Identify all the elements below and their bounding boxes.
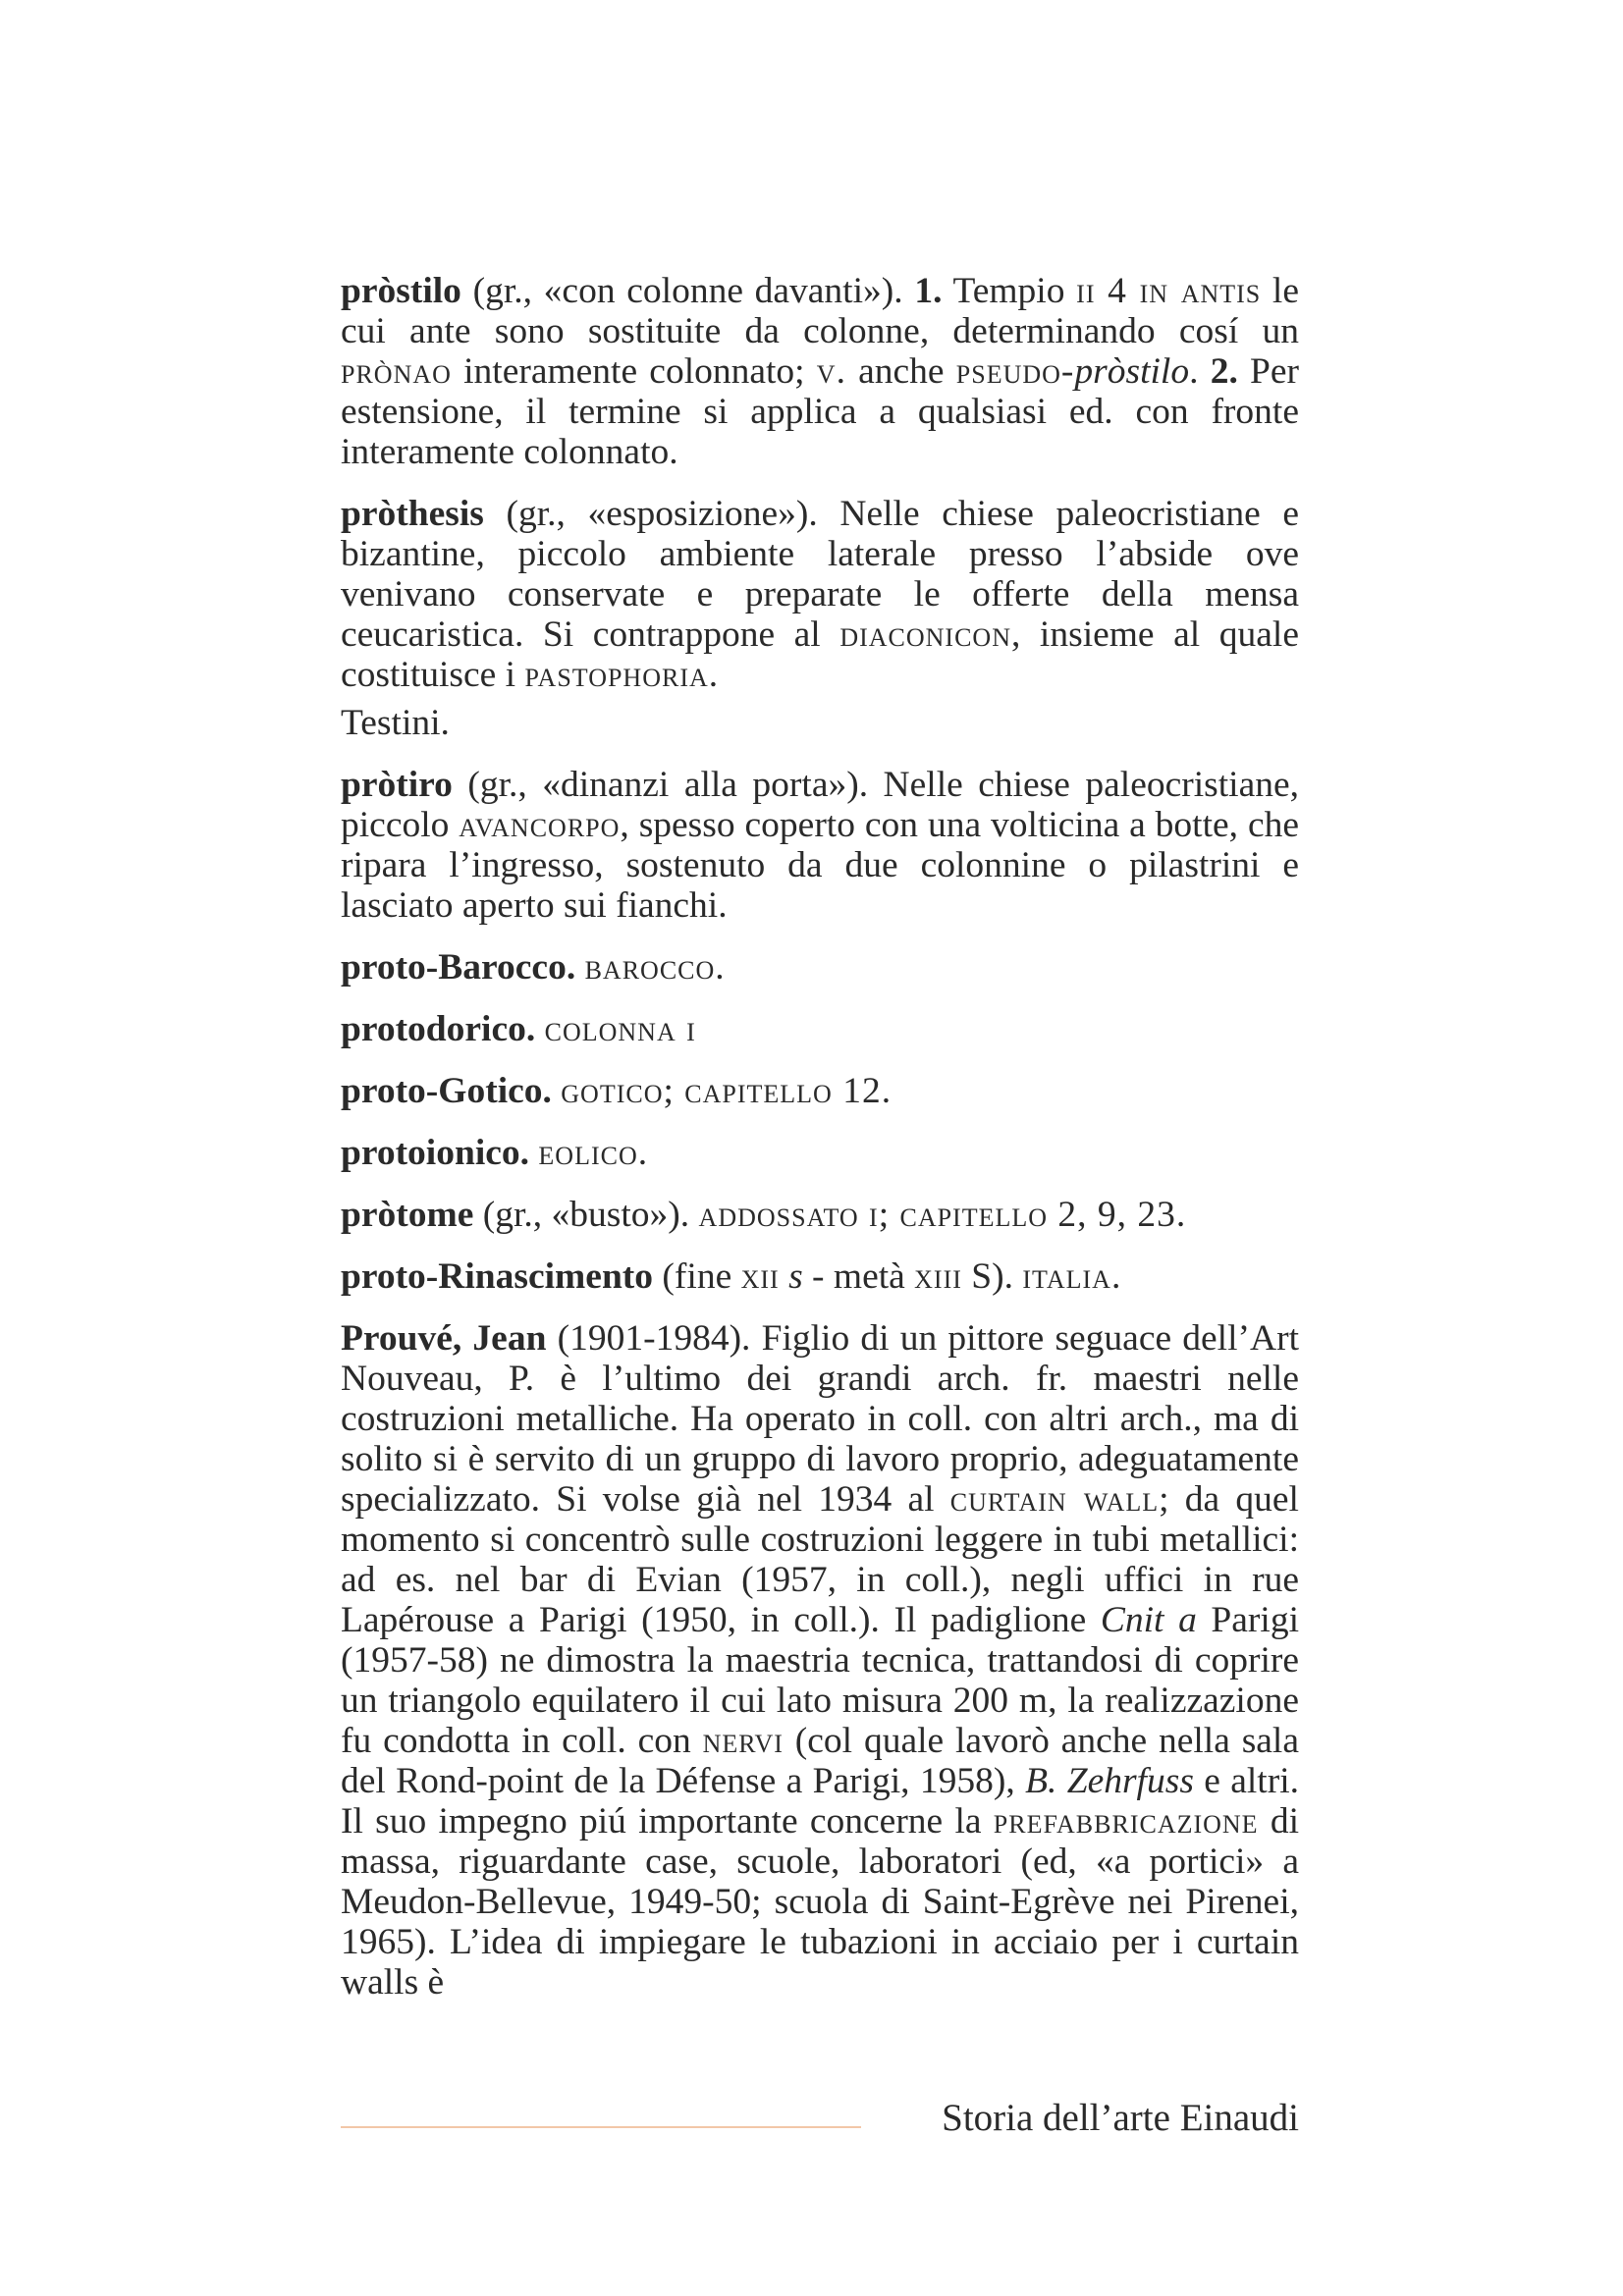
entry-protiro [341,765,1299,926]
entry-text: di massa, riguardante case, scuole, laboratori (ed, «a portici» a Meudon-Bellevue, 1949-50; scuola di Saint-Egrève nei Pirenei, 1965). L’idea di impiegare le tubazioni in acciaio per i curtain walls è [341,1801,1300,2002]
entry-text: Per estensione, il termine si applica a qualsiasi ed. con fronte interamente colonnato. [341,351,1299,472]
entry-text [529,1133,538,1173]
entry-text: interamente colonnato; [451,351,817,392]
entry-prostilo [341,271,1299,472]
italic-term: Cnit a [1100,1600,1197,1640]
entry-text: (1901-1984). Figlio di un pittore seguace dell’Art Nouveau, P. è l’ultimo dei grandi arch. fr. maestri nelle costruzioni metalliche. Ha operato in coll. con altri arch., ma di solito si è servito di un gruppo di lavoro proprio, adeguatamente specializzato. Si volse già nel 1934 al [341,1318,1299,1520]
cross-reference: addossato i; capitello 2, 9, 23. [698,1195,1187,1235]
entry-text: (gr., «con colonne davanti»). [460,271,915,311]
cross-reference: eolico. [538,1133,649,1173]
headword: protoionico. [341,1133,530,1173]
entry-text [780,1256,788,1297]
cross-reference: pastophoria [524,655,709,695]
dictionary-page-body [341,271,1299,2024]
entry-text: anche [845,351,956,392]
entry-text: Tempio [942,271,1077,311]
cross-reference: curtain wall [949,1479,1160,1520]
cross-reference: pseudo- [955,351,1075,392]
headword: pròtome [341,1195,474,1235]
italic-term: B. Zehrfuss [1025,1761,1194,1801]
entry-text: (col quale lavorò anche nella sala del Rond-point de la Défense a Parigi, 1958), [341,1721,1299,1801]
cross-reference: v. [816,351,846,392]
entry-text: - metà [802,1256,915,1297]
cross-reference: gotico; capitello 12. [561,1071,893,1111]
entry-text [552,1071,561,1111]
italic-term: pròstilo [1074,351,1190,392]
cross-reference: avancorpo [459,805,621,845]
sense-number: 1. [914,271,943,311]
footer-rule [341,2126,861,2128]
cross-reference: ii 4 in antis [1076,271,1262,311]
entry-text: , spesso coperto con una volticina a botte, che ripara l’ingresso, sostenuto da due colonnine o pilastrini e lasciato aperto sui fianchi. [341,805,1299,926]
entry-text [535,1009,544,1049]
entry-prouve [341,1318,1299,2002]
century-numeral: xiii [914,1256,962,1297]
headword: proto-Gotico. [341,1071,552,1111]
headword: proto-Barocco. [341,947,576,988]
author-signature: Testini. [341,703,450,743]
entry-text [575,947,584,988]
cross-reference: nervi [702,1721,784,1761]
cross-reference: colonna i [544,1009,696,1049]
cross-reference: barocco [584,947,716,988]
headword: pròtiro [341,765,453,805]
page-footer [341,2087,1299,2156]
cross-reference: prònao [341,351,452,392]
sense-number: 2. [1210,351,1238,392]
entry-proto-gotico [341,1071,1299,1111]
entry-protome [341,1195,1299,1235]
entry-proto-rinascimento [341,1256,1299,1297]
entry-text: e altri. Il suo impegno piú importante concerne la [341,1761,1299,1842]
headword: pròthesis [341,494,484,534]
entry-text: (gr., «esposizione»). Nelle chiese paleocristiane e bizantine, piccolo ambiente laterale presso l’abside ove venivano conservate e preparate le offerte della mensa ceucaristica. Si contrappone al [341,494,1299,655]
cross-reference: diaconicon [839,614,1011,655]
entry-text: ; da quel momento si concentrò sulle costruzioni leggere in tubi metallici: ad es. nel bar di Evian (1957, in coll.), negli uffici in rue Lapérouse a Parigi (1950, in coll.). Il padiglione [341,1479,1299,1640]
headword: pròstilo [341,271,461,311]
headword: Prouvé, Jean [341,1318,547,1359]
cross-reference: prefabbricazione [993,1801,1259,1842]
entry-proto-barocco [341,947,1299,988]
entry-text: . [1189,351,1211,392]
entry-text: . [708,655,719,695]
century-numeral: xii [740,1256,780,1297]
entry-text: (fine [653,1256,741,1297]
entry-protoionico [341,1133,1299,1173]
headword: proto-Rinascimento [341,1256,654,1297]
cross-reference: italia. [1022,1256,1122,1297]
footer-title: Storia dell’arte Einaudi [942,2097,1299,2139]
entry-protodorico [341,1009,1299,1049]
entry-text: , insieme al quale costituisce i [341,614,1299,695]
entry-text: S). [961,1256,1023,1297]
entry-text: . [715,947,725,988]
entry-text: (gr., «dinanzi alla porta»). Nelle chiese paleocristiane, piccolo [341,765,1299,845]
entry-text: le cui ante sono sostituite da colonne, determinando cosí un [341,271,1299,351]
entry-text: Parigi (1957-58) ne dimostra la maestria tecnica, trattandosi di coprire un triangolo equilatero il cui lato misura 200 m, la realizzazione fu condotta in coll. con [341,1600,1300,1761]
entry-text: (gr., «busto»). [473,1195,699,1235]
headword: protodorico. [341,1009,536,1049]
entry-prothesis [341,494,1299,695]
italic-term: s [788,1256,803,1297]
